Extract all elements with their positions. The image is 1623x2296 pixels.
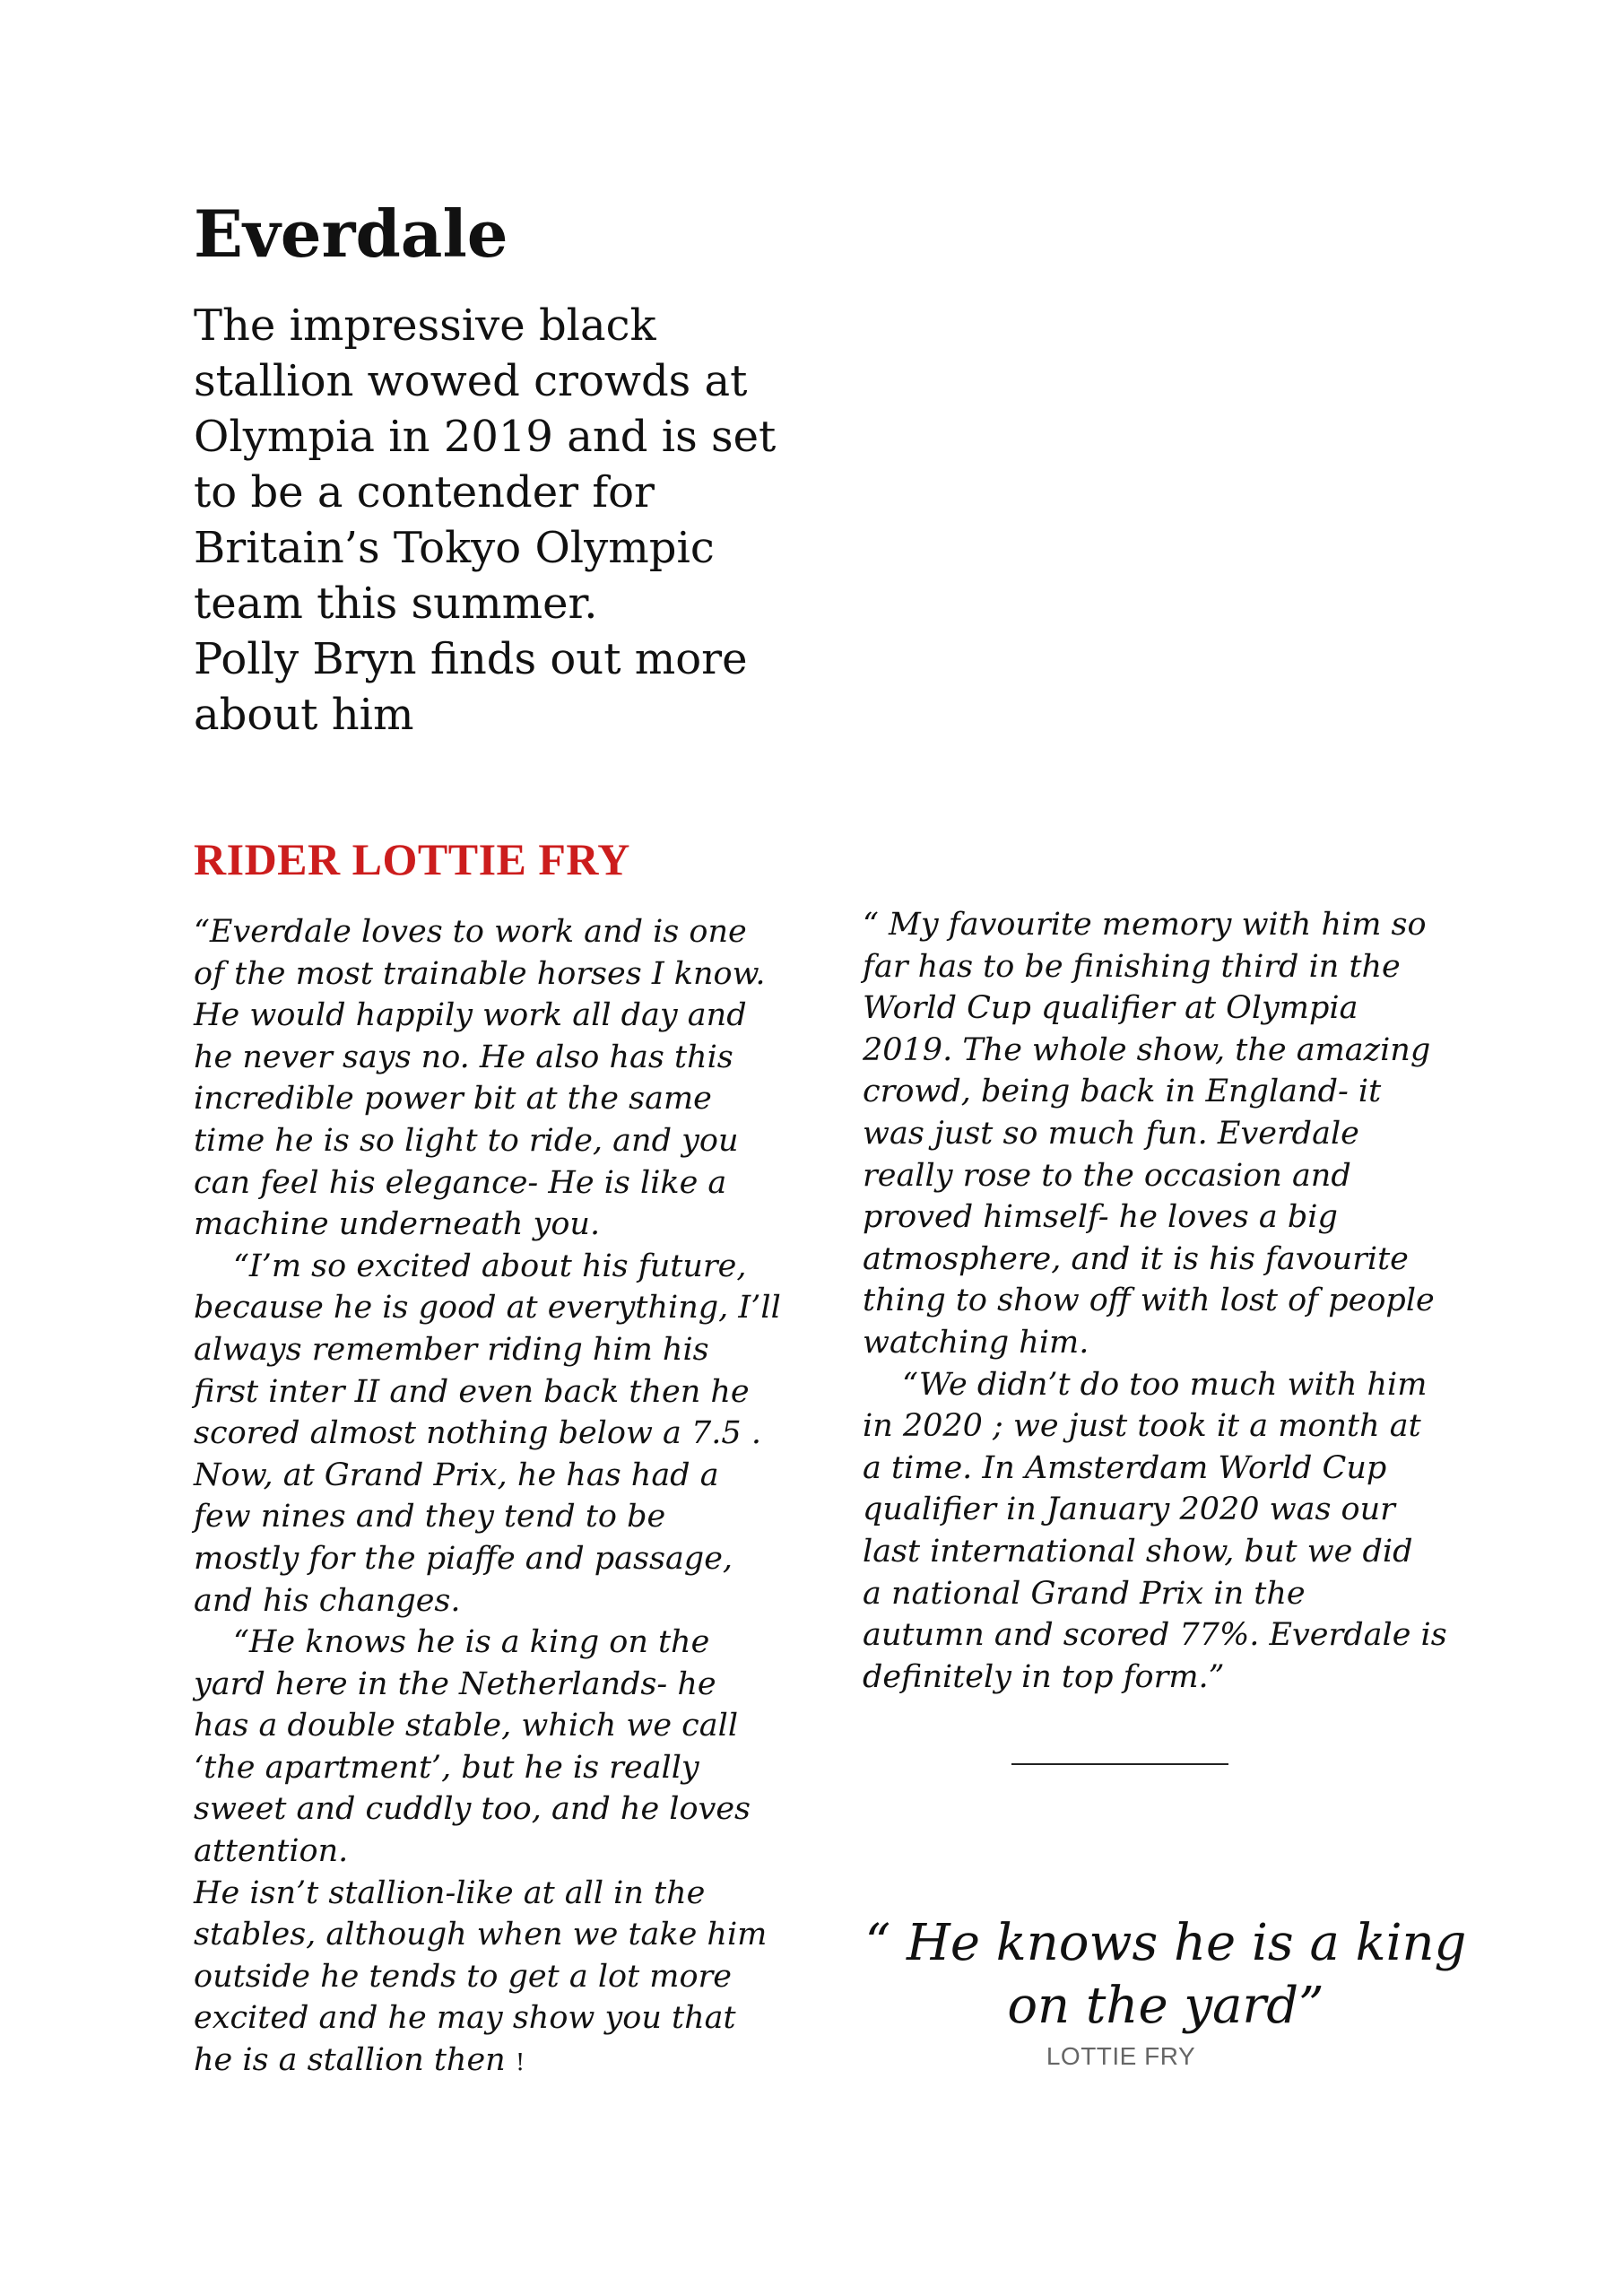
body-line: 2019. The whole show, the amazing: [863, 1031, 1431, 1068]
body-line: Now, at Grand Prix, he has had a: [194, 1457, 719, 1493]
body-line: always remember riding him his: [194, 1331, 709, 1368]
body-line: in 2020 ; we just took it a month at: [863, 1408, 1421, 1445]
body-line: ‘the apartment’, but he is really: [194, 1749, 699, 1786]
body-line: “ My favourite memory with him so: [863, 907, 1427, 943]
body-line: qualifier in January 2020 was our: [863, 1492, 1395, 1528]
standfirst-line: team this summer.: [194, 578, 598, 629]
body-line: really rose to the occasion and: [863, 1157, 1351, 1194]
right-column-text: [863, 904, 1447, 1698]
exclamation-mark: !: [515, 2049, 525, 2077]
body-line: he never says no. He also has this: [194, 1039, 733, 1075]
body-line: was just so much fun. Everdale: [863, 1115, 1359, 1152]
body-line: World Cup qualifier at Olympia: [863, 990, 1358, 1027]
body-line: of the most trainable horses I know.: [194, 955, 766, 992]
body-line: excited and he may show you that: [194, 2000, 736, 2037]
standfirst-line: Polly Bryn finds out more: [194, 634, 748, 684]
body-line: mostly for the piaffe and passage,: [194, 1540, 733, 1577]
body-line: “He knows he is a king on the: [233, 1624, 710, 1661]
body-line: first inter II and even back then he: [194, 1373, 750, 1410]
article-standfirst: [194, 298, 803, 743]
standfirst-line: Olympia in 2019 and is set: [194, 412, 777, 462]
body-line: outside he tends to get a lot more: [194, 1958, 732, 1995]
body-line: definitely in top form.”: [863, 1658, 1225, 1695]
article-title: Everdale: [194, 196, 508, 272]
body-line: attention.: [194, 1833, 349, 1870]
standfirst-line: Britain’s Tokyo Olympic: [194, 523, 715, 573]
standfirst-line: The impressive black: [194, 300, 656, 351]
body-line: sweet and cuddly too, and he loves: [194, 1791, 751, 1828]
body-line: time he is so light to ride, and you: [194, 1122, 739, 1159]
pull-quote-line: on the yard”: [1007, 1977, 1324, 2035]
pull-quote: [861, 1912, 1471, 2038]
body-line: scored almost nothing below a 7.5 .: [194, 1415, 761, 1452]
body-line-last: [194, 2039, 781, 2084]
body-line: few nines and they tend to be: [194, 1499, 666, 1535]
body-line: incredible power bit at the same: [194, 1081, 712, 1118]
body-line: machine underneath you.: [194, 1206, 601, 1243]
body-line: He would happily work all day and: [194, 997, 747, 1034]
standfirst-line: about him: [194, 690, 414, 740]
body-line: because he is good at everything, I’ll: [194, 1290, 781, 1326]
body-line-text: he is a stallion then: [194, 2042, 506, 2079]
body-line: crowd, being back in England- it: [863, 1074, 1382, 1110]
pull-quote-attribution: LOTTIE FRY: [1046, 2042, 1196, 2070]
body-line: last international show, but we did: [863, 1533, 1413, 1570]
standfirst-line: to be a contender for: [194, 467, 655, 517]
body-line: autumn and scored 77%. Everdale is: [863, 1617, 1447, 1654]
body-line: thing to show off with lost of people: [863, 1283, 1435, 1319]
body-line: atmosphere, and it is his favourite: [863, 1240, 1409, 1277]
left-column-text: [194, 911, 781, 2084]
body-line: “I’m so excited about his future,: [233, 1248, 747, 1284]
body-line: has a double stable, which we call: [194, 1708, 739, 1744]
body-line: far has to be finishing third in the: [863, 948, 1401, 985]
body-line: a time. In Amsterdam World Cup: [863, 1449, 1387, 1486]
body-line: “We didn’t do too much with him: [902, 1366, 1428, 1403]
body-line: “Everdale loves to work and is one: [194, 914, 747, 950]
body-line: proved himself- he loves a big: [863, 1199, 1338, 1236]
column-divider-rule: [1011, 1763, 1228, 1765]
standfirst-line: stallion wowed crowds at: [194, 356, 748, 406]
pull-quote-line: “ He knows he is a king: [864, 1914, 1467, 1972]
section-heading: RIDER LOTTIE FRY: [194, 834, 630, 884]
body-line: stables, although when we take him: [194, 1917, 768, 1953]
body-line: and his changes.: [194, 1582, 461, 1619]
body-line: yard here in the Netherlands- he: [194, 1665, 716, 1702]
body-line: a national Grand Prix in the: [863, 1575, 1306, 1612]
body-line: can feel his elegance- He is like a: [194, 1164, 727, 1201]
body-line: He isn’t stallion-like at all in the: [194, 1874, 706, 1911]
body-line: watching him.: [863, 1324, 1089, 1361]
